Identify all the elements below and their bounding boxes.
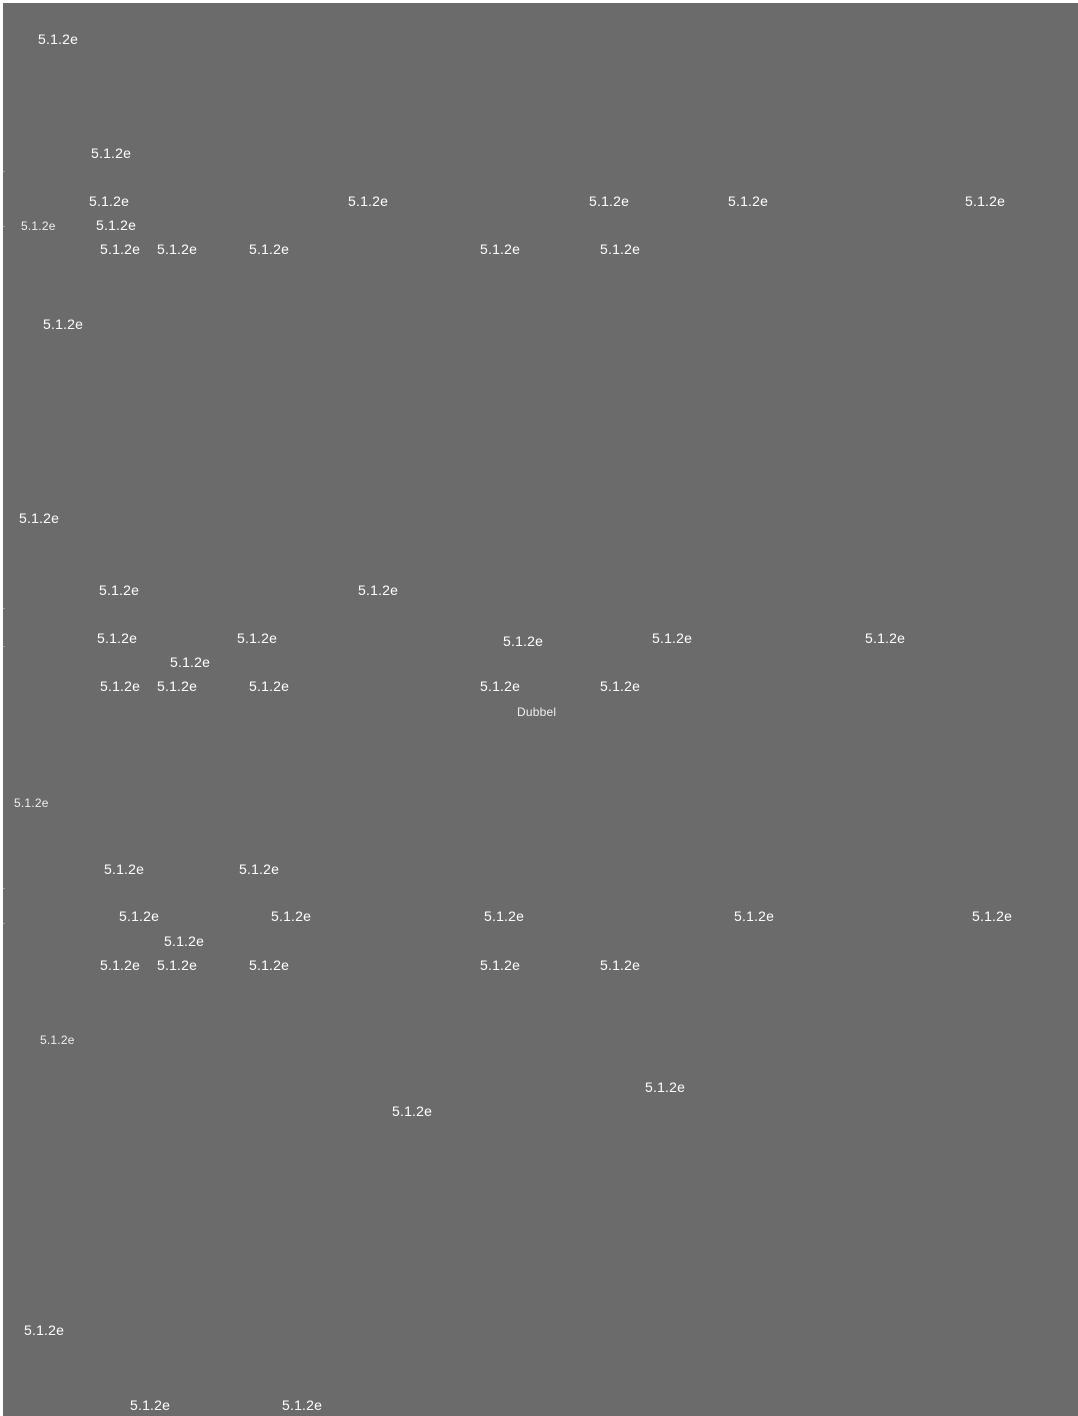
redaction-label: 5.1.2e	[100, 241, 141, 257]
redaction-label: 5.1.2e	[600, 241, 641, 257]
redaction-label: 5.1.2e	[484, 908, 525, 924]
redaction-label: 5.1.2e	[645, 1079, 686, 1095]
redaction-label: 5.1.2e	[965, 193, 1006, 209]
redaction-label: 5.1.2e	[600, 678, 641, 694]
redaction-label: 5.1.2e	[249, 241, 290, 257]
redaction-label: 5.1.2e	[652, 630, 693, 646]
redaction-label: 5.1.2e	[119, 908, 160, 924]
redaction-label: 5.1.2e	[600, 957, 641, 973]
redaction-label: 5.1.2e	[89, 193, 130, 209]
redaction-label: 5.1.2e	[348, 193, 389, 209]
redacted-document-page	[3, 3, 1078, 1416]
redaction-label: 5.1.2e	[239, 861, 280, 877]
margin-tick	[3, 226, 5, 227]
redaction-label: 5.1.2e	[972, 908, 1013, 924]
redaction-label: 5.1.2e	[157, 241, 198, 257]
redaction-label: 5.1.2e	[130, 1397, 171, 1413]
redaction-label: 5.1.2e	[480, 957, 521, 973]
redaction-label: 5.1.2e	[358, 582, 399, 598]
redaction-label: 5.1.2e	[865, 630, 906, 646]
margin-tick	[3, 608, 5, 609]
redaction-label: 5.1.2e	[589, 193, 630, 209]
redaction-label: 5.1.2e	[728, 193, 769, 209]
redaction-label: 5.1.2e	[480, 241, 521, 257]
redaction-label: 5.1.2e	[19, 510, 60, 526]
margin-tick	[3, 888, 5, 889]
redaction-label: 5.1.2e	[392, 1103, 433, 1119]
redaction-label: 5.1.2e	[237, 630, 278, 646]
redaction-label: 5.1.2e	[40, 1033, 75, 1047]
redaction-label: 5.1.2e	[734, 908, 775, 924]
redaction-label: 5.1.2e	[271, 908, 312, 924]
margin-tick	[3, 646, 5, 647]
redaction-label: 5.1.2e	[21, 219, 56, 233]
redaction-label: 5.1.2e	[96, 217, 137, 233]
dubbel-label: Dubbel	[517, 705, 557, 719]
redaction-label: 5.1.2e	[43, 316, 84, 332]
redaction-label: 5.1.2e	[24, 1322, 65, 1338]
redaction-label: 5.1.2e	[249, 678, 290, 694]
redaction-label: 5.1.2e	[249, 957, 290, 973]
redaction-label: 5.1.2e	[100, 678, 141, 694]
margin-tick	[3, 923, 5, 924]
redaction-label: 5.1.2e	[282, 1397, 323, 1413]
redaction-label: 5.1.2e	[480, 678, 521, 694]
redaction-label: 5.1.2e	[14, 796, 49, 810]
redaction-label: 5.1.2e	[91, 145, 132, 161]
redaction-label: 5.1.2e	[99, 582, 140, 598]
redaction-label: 5.1.2e	[170, 654, 211, 670]
redaction-label: 5.1.2e	[157, 957, 198, 973]
redaction-label: 5.1.2e	[38, 31, 79, 47]
redaction-label: 5.1.2e	[104, 861, 145, 877]
redaction-label: 5.1.2e	[157, 678, 198, 694]
redaction-label: 5.1.2e	[97, 630, 138, 646]
margin-tick	[3, 171, 5, 172]
redaction-label: 5.1.2e	[164, 933, 205, 949]
redaction-label: 5.1.2e	[100, 957, 141, 973]
redaction-label: 5.1.2e	[503, 633, 544, 649]
